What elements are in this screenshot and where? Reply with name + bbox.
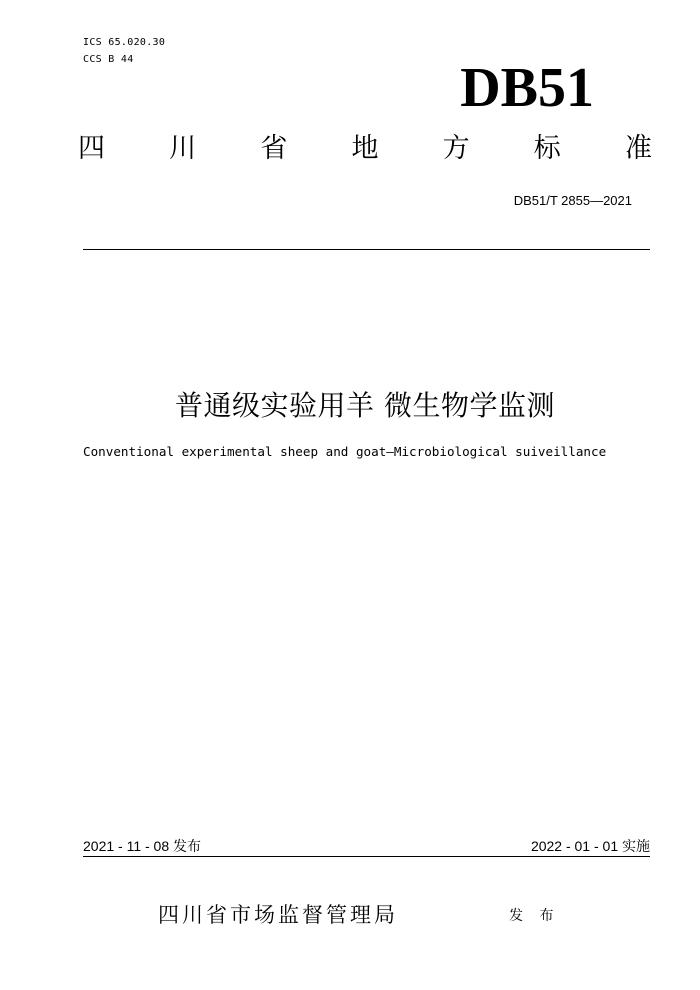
standard-type-heading xyxy=(78,135,652,162)
bottom-divider xyxy=(83,856,650,857)
issuing-authority: 四川省市场监督管理局 xyxy=(158,903,398,927)
db51-logo: DB51 xyxy=(460,57,594,119)
standard-type-char: 准 xyxy=(624,133,652,164)
standard-type-char: 川 xyxy=(169,133,197,164)
standard-type-char: 地 xyxy=(351,133,379,164)
implementation-date: 2022 - 01 - 01 实施 xyxy=(530,838,650,854)
standard-type-char: 标 xyxy=(533,133,561,164)
top-divider xyxy=(83,249,650,250)
standard-type-char: 四 xyxy=(78,133,105,164)
title-chinese: 普通级实验用羊 微生物学监测 xyxy=(175,389,555,422)
issue-date: 2021 - 11 - 08 发布 xyxy=(83,838,202,854)
ics-code: ICS 65.020.30 xyxy=(83,37,166,48)
standard-code: DB51/T 2855—2021 xyxy=(513,193,632,208)
issue-action: 发 布 xyxy=(509,908,560,924)
standard-type-char: 省 xyxy=(260,133,288,164)
title-english: Conventional experimental sheep and goat—Microbiological suiveillance xyxy=(83,444,607,459)
ccs-code: CCS B 44 xyxy=(83,54,134,65)
standard-type-char: 方 xyxy=(442,133,470,164)
